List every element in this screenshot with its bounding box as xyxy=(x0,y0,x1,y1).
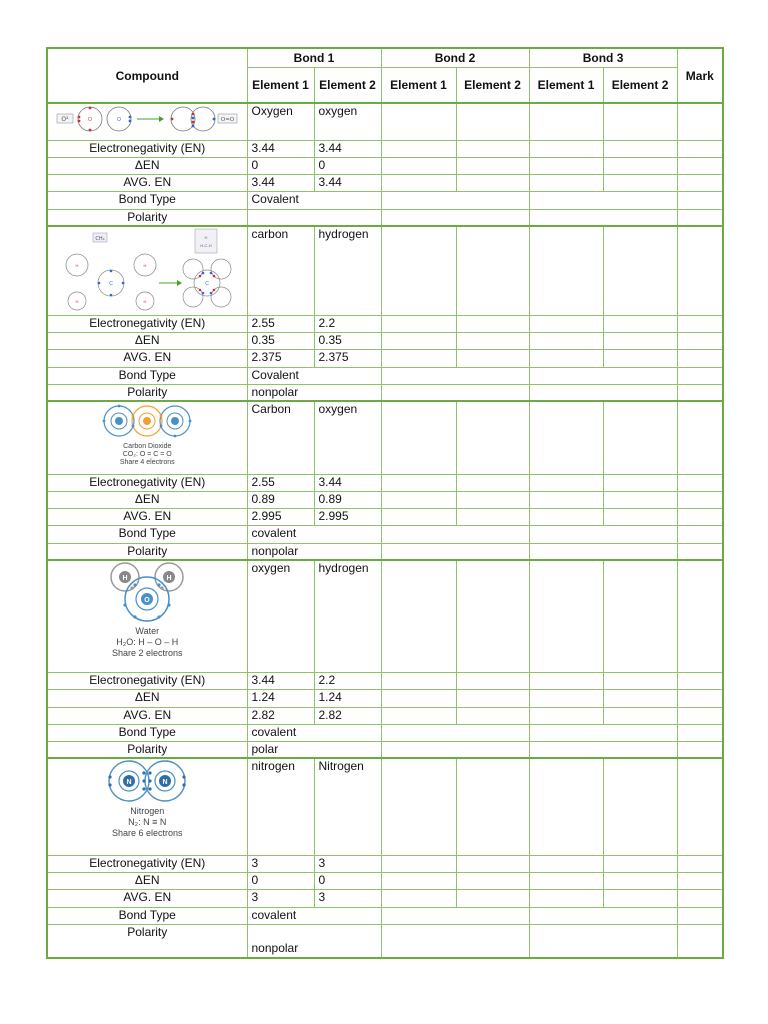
header-bond-1: Bond 1 xyxy=(247,48,381,67)
co2-polarity: nonpolar xyxy=(247,543,381,560)
nitrogen-den-2: 0 xyxy=(314,872,381,889)
co2-en-1: 2.55 xyxy=(247,474,314,491)
row-label-en: Electronegativity (EN) xyxy=(47,672,247,689)
oxygen-den-1: 0 xyxy=(247,157,314,174)
methane-avg-1: 2.375 xyxy=(247,349,314,367)
methane-bond1-element-2: hydrogen xyxy=(314,226,381,315)
header-bond2-element-1: Element 1 xyxy=(381,67,456,103)
svg-text:O²: O² xyxy=(61,116,69,123)
row-label-bond-type: Bond Type xyxy=(47,191,247,209)
co2-bond-diagram-icon xyxy=(97,402,197,440)
svg-text:C: C xyxy=(109,281,114,287)
water-avg-2: 2.82 xyxy=(314,707,381,724)
n2-bond-diagram-icon xyxy=(101,759,193,803)
row-label-avg: AVG. EN xyxy=(47,349,247,367)
header-compound: Compound xyxy=(47,48,247,103)
nitrogen-den-1: 0 xyxy=(247,872,314,889)
water-molecule-image xyxy=(47,560,247,672)
svg-text:N: N xyxy=(162,779,168,786)
header-bond1-element-1: Element 1 xyxy=(247,67,314,103)
row-label-den: ΔEN xyxy=(47,332,247,349)
compound-bond-worksheet xyxy=(46,47,724,959)
methane-bond1-element-1: carbon xyxy=(247,226,314,315)
methane-molecule-image xyxy=(47,226,247,315)
water-bond-type: covalent xyxy=(247,724,381,741)
svg-text:H: H xyxy=(143,299,147,304)
svg-text:H: H xyxy=(75,263,79,268)
header-bond1-element-2: Element 2 xyxy=(314,67,381,103)
row-label-avg: AVG. EN xyxy=(47,174,247,191)
methane-bond-type: Covalent xyxy=(247,367,381,384)
svg-text:H: H xyxy=(75,299,79,304)
header-mark: Mark xyxy=(677,48,723,103)
water-polarity: polar xyxy=(247,741,381,758)
ch4-bond-diagram-icon xyxy=(55,227,239,311)
nitrogen-avg-2: 3 xyxy=(314,889,381,907)
compound-row-oxygen xyxy=(47,103,723,140)
co2-bond1-element-2: oxygen xyxy=(314,401,381,474)
nitrogen-caption-name: Nitrogen xyxy=(130,806,165,816)
water-caption-share: Share 2 electrons xyxy=(111,648,183,658)
row-label-bond-type: Bond Type xyxy=(47,724,247,741)
co2-den-2: 0.89 xyxy=(314,491,381,508)
co2-avg-1: 2.995 xyxy=(247,508,314,525)
methane-avg-2: 2.375 xyxy=(314,349,381,367)
svg-text:H: H xyxy=(143,263,147,268)
nitrogen-en-2: 3 xyxy=(314,855,381,872)
water-bond1-element-2: hydrogen xyxy=(314,560,381,672)
row-label-avg: AVG. EN xyxy=(47,889,247,907)
svg-text:N: N xyxy=(126,779,132,786)
row-label-en: Electronegativity (EN) xyxy=(47,474,247,491)
oxygen-en-2: 3.44 xyxy=(314,140,381,157)
water-bond1-element-1: oxygen xyxy=(247,560,314,672)
oxygen-molecule-image xyxy=(47,103,247,140)
row-label-en: Electronegativity (EN) xyxy=(47,855,247,872)
nitrogen-avg-1: 3 xyxy=(247,889,314,907)
row-label-avg: AVG. EN xyxy=(47,508,247,525)
nitrogen-en-1: 3 xyxy=(247,855,314,872)
compound-row-nitrogen xyxy=(47,758,723,855)
nitrogen-molecule-image xyxy=(47,758,247,855)
header-bond3-element-1: Element 1 xyxy=(529,67,603,103)
o2-bond-diagram-icon xyxy=(55,104,239,134)
svg-text:O=O: O=O xyxy=(221,117,235,123)
nitrogen-bond1-element-2: Nitrogen xyxy=(314,758,381,855)
header-bond2-element-2: Element 2 xyxy=(456,67,529,103)
header-bond-2: Bond 2 xyxy=(381,48,529,67)
oxygen-avg-1: 3.44 xyxy=(247,174,314,191)
co2-caption-share: Share 4 electrons xyxy=(119,459,175,466)
row-label-bond-type: Bond Type xyxy=(47,367,247,384)
header-bond3-element-2: Element 2 xyxy=(603,67,677,103)
water-en-2: 2.2 xyxy=(314,672,381,689)
row-label-avg: AVG. EN xyxy=(47,707,247,724)
row-label-den: ΔEN xyxy=(47,689,247,707)
row-label-polarity: Polarity xyxy=(47,924,247,958)
water-en-1: 3.44 xyxy=(247,672,314,689)
nitrogen-polarity: nonpolar xyxy=(247,924,381,958)
svg-text:H: H xyxy=(166,575,172,582)
methane-polarity: nonpolar xyxy=(247,384,381,401)
row-label-den: ΔEN xyxy=(47,157,247,174)
row-label-bond-type: Bond Type xyxy=(47,525,247,543)
svg-text:H-C-H: H-C-H xyxy=(200,243,212,248)
svg-text:O: O xyxy=(117,117,122,123)
svg-text:H: H xyxy=(204,235,208,240)
methane-den-2: 0.35 xyxy=(314,332,381,349)
oxygen-bond-type: Covalent xyxy=(247,191,381,209)
oxygen-en-1: 3.44 xyxy=(247,140,314,157)
oxygen-bond1-element-2: oxygen xyxy=(314,103,381,140)
co2-caption-name: Carbon Dioxide xyxy=(123,443,172,450)
row-label-polarity: Polarity xyxy=(47,384,247,401)
row-label-en: Electronegativity (EN) xyxy=(47,315,247,332)
co2-bond1-element-1: Carbon xyxy=(247,401,314,474)
water-den-2: 1.24 xyxy=(314,689,381,707)
row-label-bond-type: Bond Type xyxy=(47,907,247,924)
svg-text:O: O xyxy=(88,117,93,123)
row-label-polarity: Polarity xyxy=(47,543,247,560)
compound-row-water xyxy=(47,560,723,672)
row-label-den: ΔEN xyxy=(47,872,247,889)
water-avg-1: 2.82 xyxy=(247,707,314,724)
row-label-polarity: Polarity xyxy=(47,209,247,226)
oxygen-avg-2: 3.44 xyxy=(314,174,381,191)
header-bond-3: Bond 3 xyxy=(529,48,677,67)
row-label-en: Electronegativity (EN) xyxy=(47,140,247,157)
row-label-polarity: Polarity xyxy=(47,741,247,758)
co2-bond-type: covalent xyxy=(247,525,381,543)
compound-row-carbon-dioxide xyxy=(47,401,723,474)
water-den-1: 1.24 xyxy=(247,689,314,707)
methane-den-1: 0.35 xyxy=(247,332,314,349)
row-label-den: ΔEN xyxy=(47,491,247,508)
svg-text:H: H xyxy=(122,575,128,582)
compound-row-methane xyxy=(47,226,723,315)
svg-text:O: O xyxy=(144,597,150,604)
nitrogen-caption-share: Share 6 electrons xyxy=(111,828,183,838)
methane-en-2: 2.2 xyxy=(314,315,381,332)
svg-text:C: C xyxy=(205,281,210,287)
nitrogen-bond-type: covalent xyxy=(247,907,381,924)
water-caption-formula: H₂O: H – O – H xyxy=(116,637,179,647)
co2-avg-2: 2.995 xyxy=(314,508,381,525)
oxygen-den-2: 0 xyxy=(314,157,381,174)
nitrogen-caption-formula: N₂: N ≡ N xyxy=(128,817,167,827)
methane-en-1: 2.55 xyxy=(247,315,314,332)
svg-text:CH₄: CH₄ xyxy=(95,236,105,242)
carbon-dioxide-molecule-image xyxy=(47,401,247,474)
co2-den-1: 0.89 xyxy=(247,491,314,508)
oxygen-bond1-element-1: Oxygen xyxy=(247,103,314,140)
co2-caption-formula: CO₂: O = C = O xyxy=(122,451,172,458)
oxygen-polarity xyxy=(247,209,381,226)
co2-en-2: 3.44 xyxy=(314,474,381,491)
h2o-bond-diagram-icon xyxy=(105,561,189,623)
water-caption-name: Water xyxy=(135,626,160,636)
nitrogen-bond1-element-1: nitrogen xyxy=(247,758,314,855)
